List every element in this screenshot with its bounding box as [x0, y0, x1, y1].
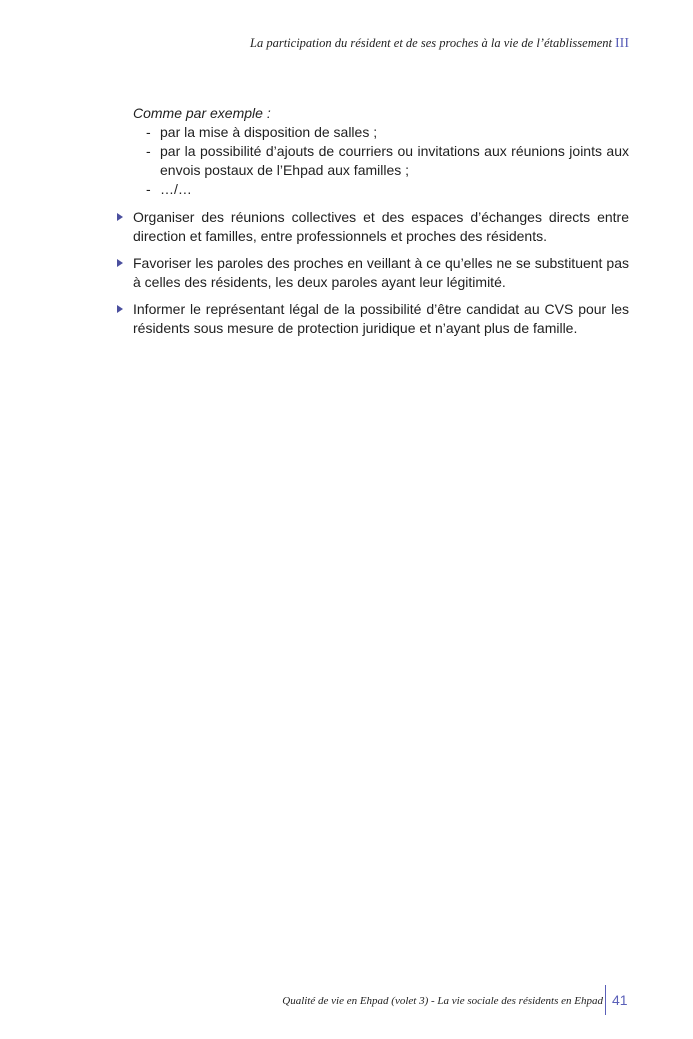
example-item: [116, 180, 629, 199]
footer-divider: [605, 985, 606, 1015]
page-number: 41: [612, 992, 628, 1008]
dash-marker: -: [146, 143, 151, 159]
running-header: [250, 36, 629, 52]
header-title: La participation du résident et de ses proches à la vie de l’établissement: [250, 36, 612, 50]
example-text: par la mise à disposition de salles ;: [160, 124, 378, 140]
example-item: [116, 142, 629, 180]
examples-list: [116, 123, 629, 199]
recommendation-text: Favoriser les paroles des proches en veillant à ce qu’elles ne se substituent pas à celles des résidents, les deux paroles ayant leur légitimité.: [133, 255, 629, 290]
examples-intro: Comme par exemple :: [133, 105, 271, 121]
example-text: par la possibilité d’ajouts de courriers ou invitations aux réunions joints aux envois postaux de l’Ehpad aux familles ;: [160, 143, 629, 178]
dash-marker: -: [146, 181, 151, 197]
triangle-bullet-icon: [117, 213, 123, 221]
triangle-bullet-icon: [117, 259, 123, 267]
example-text: …/…: [160, 181, 192, 197]
running-footer: Qualité de vie en Ehpad (volet 3) - La vie sociale des résidents en Ehpad: [282, 995, 603, 1007]
recommendation-item: [116, 208, 629, 246]
example-item: [116, 123, 629, 142]
recommendation-item: [116, 300, 629, 338]
recommendations-list: [116, 208, 629, 338]
recommendation-text: Informer le représentant légal de la possibilité d’être candidat au CVS pour les résidents sous mesure de protection juridique et n’ayant plus de famille.: [133, 301, 629, 336]
recommendation-text: Organiser des réunions collectives et des espaces d’échanges directs entre direction et familles, entre professionnels et proches des résidents.: [133, 209, 629, 244]
chapter-number: III: [615, 36, 629, 51]
dash-marker: -: [146, 124, 151, 140]
recommendation-item: [116, 254, 629, 292]
triangle-bullet-icon: [117, 305, 123, 313]
page-content: [116, 104, 629, 346]
